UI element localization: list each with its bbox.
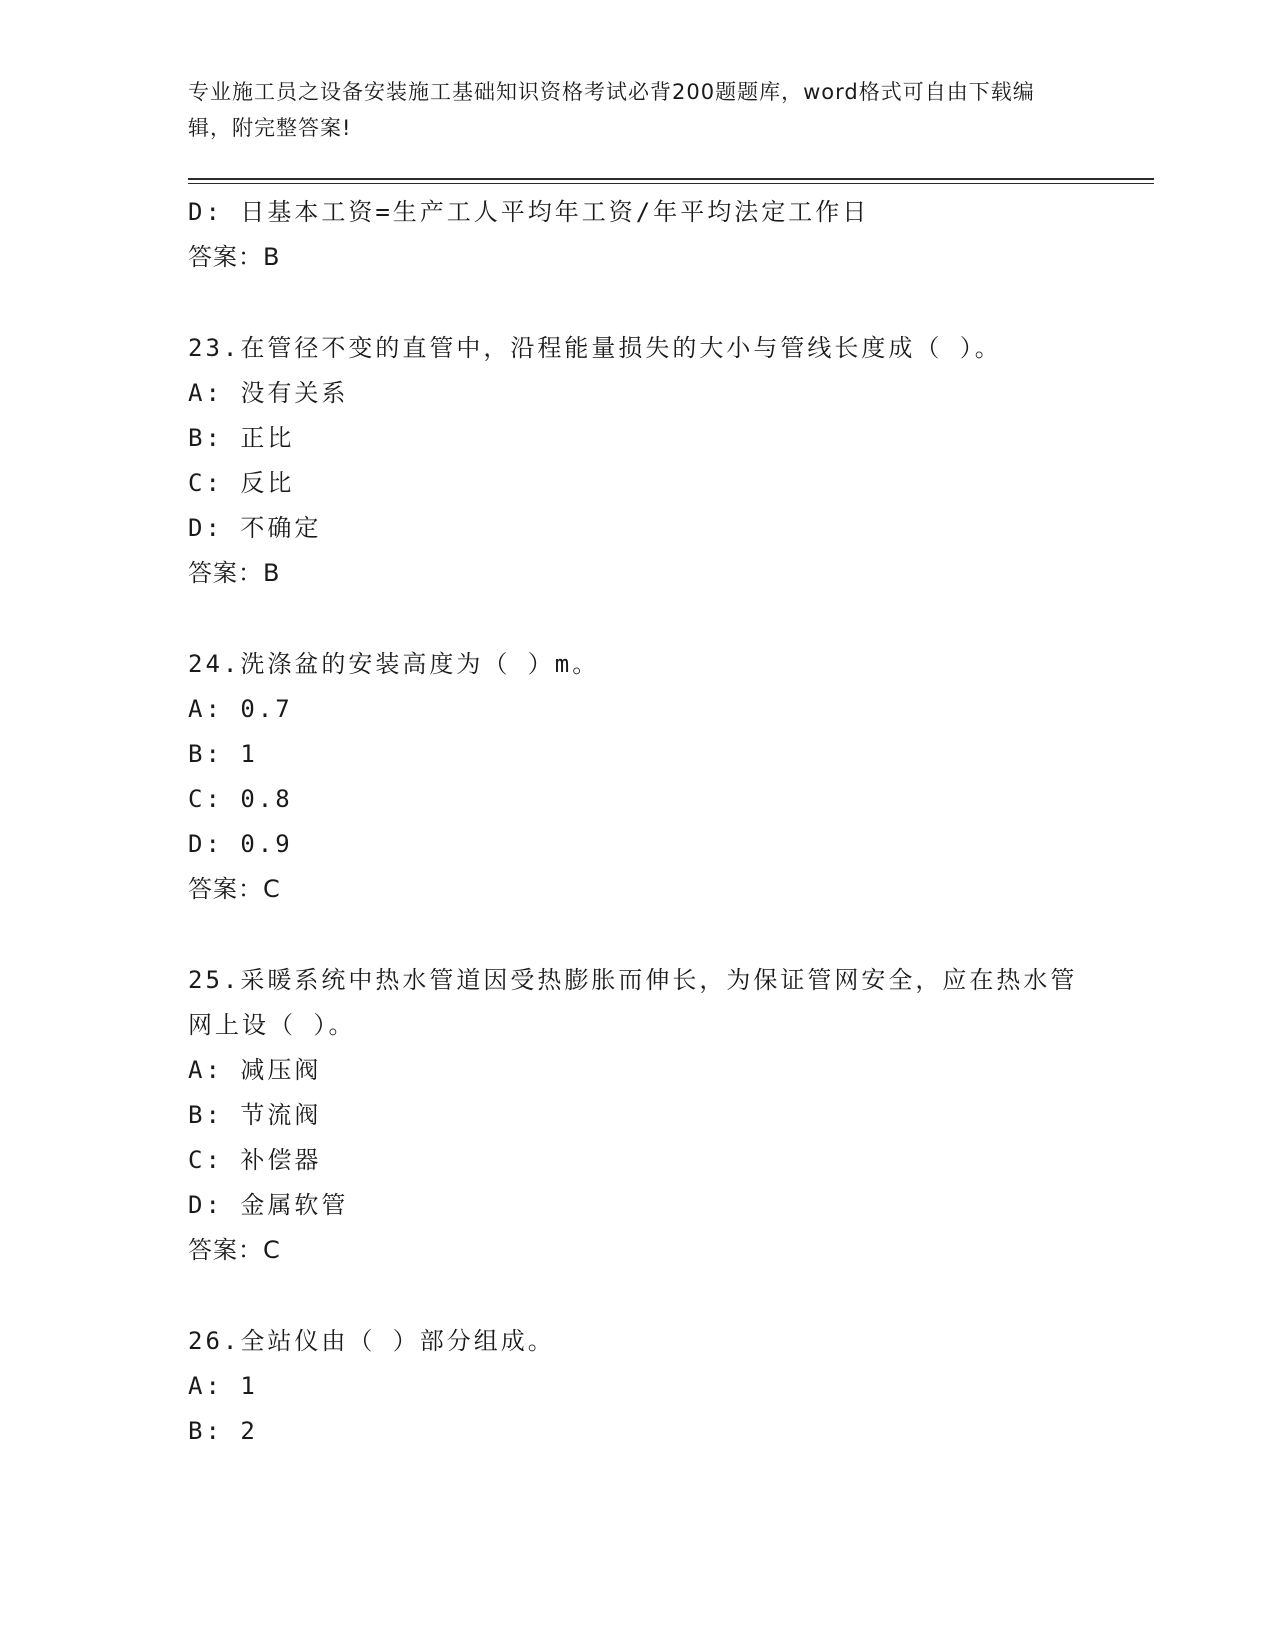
option-a: A: 没有关系 xyxy=(188,379,349,407)
option-b: B: 1 xyxy=(188,740,258,768)
question-25 xyxy=(188,958,1088,1273)
question-text: 26.全站仪由（ ）部分组成。 xyxy=(188,1327,555,1355)
question-list xyxy=(188,190,1088,1454)
question-24 xyxy=(188,642,1088,912)
option-a: A: 1 xyxy=(188,1372,258,1400)
divider-line-bottom xyxy=(188,183,1154,184)
answer-line: 答案：B xyxy=(188,559,281,587)
question-23 xyxy=(188,326,1088,596)
option-d: D: 金属软管 xyxy=(188,1191,349,1219)
question-text: 23.在管径不变的直管中，沿程能量损失的大小与管线长度成（ ）。 xyxy=(188,334,1002,362)
question-26 xyxy=(188,1319,1088,1454)
option-d: D: 不确定 xyxy=(188,514,322,542)
option-b: B: 2 xyxy=(188,1417,258,1445)
previous-question-tail xyxy=(188,190,1088,280)
option-c: C: 补偿器 xyxy=(188,1146,322,1174)
option-c: C: 反比 xyxy=(188,469,295,497)
option-a: A: 减压阀 xyxy=(188,1056,322,1084)
option-d: D: 日基本工资=生产工人平均年工资/年平均法定工作日 xyxy=(188,198,870,226)
answer-line: 答案：C xyxy=(188,1236,281,1264)
option-a: A: 0.7 xyxy=(188,695,293,723)
option-b: B: 节流阀 xyxy=(188,1101,322,1129)
question-text: 24.洗涤盆的安装高度为（ ）m。 xyxy=(188,650,600,678)
document-header: 专业施工员之设备安装施工基础知识资格考试必背200题题库，word格式可自由下载编辑，附完整答案! xyxy=(188,80,1035,140)
option-b: B: 正比 xyxy=(188,424,295,452)
header-divider xyxy=(188,178,1154,184)
option-d: D: 0.9 xyxy=(188,830,293,858)
option-c: C: 0.8 xyxy=(188,785,293,813)
answer-line: 答案：C xyxy=(188,875,281,903)
answer-line: 答案：B xyxy=(188,243,281,271)
question-text: 25.采暖系统中热水管道因受热膨胀而伸长，为保证管网安全，应在热水管网上设（ ）。 xyxy=(188,966,1078,1039)
